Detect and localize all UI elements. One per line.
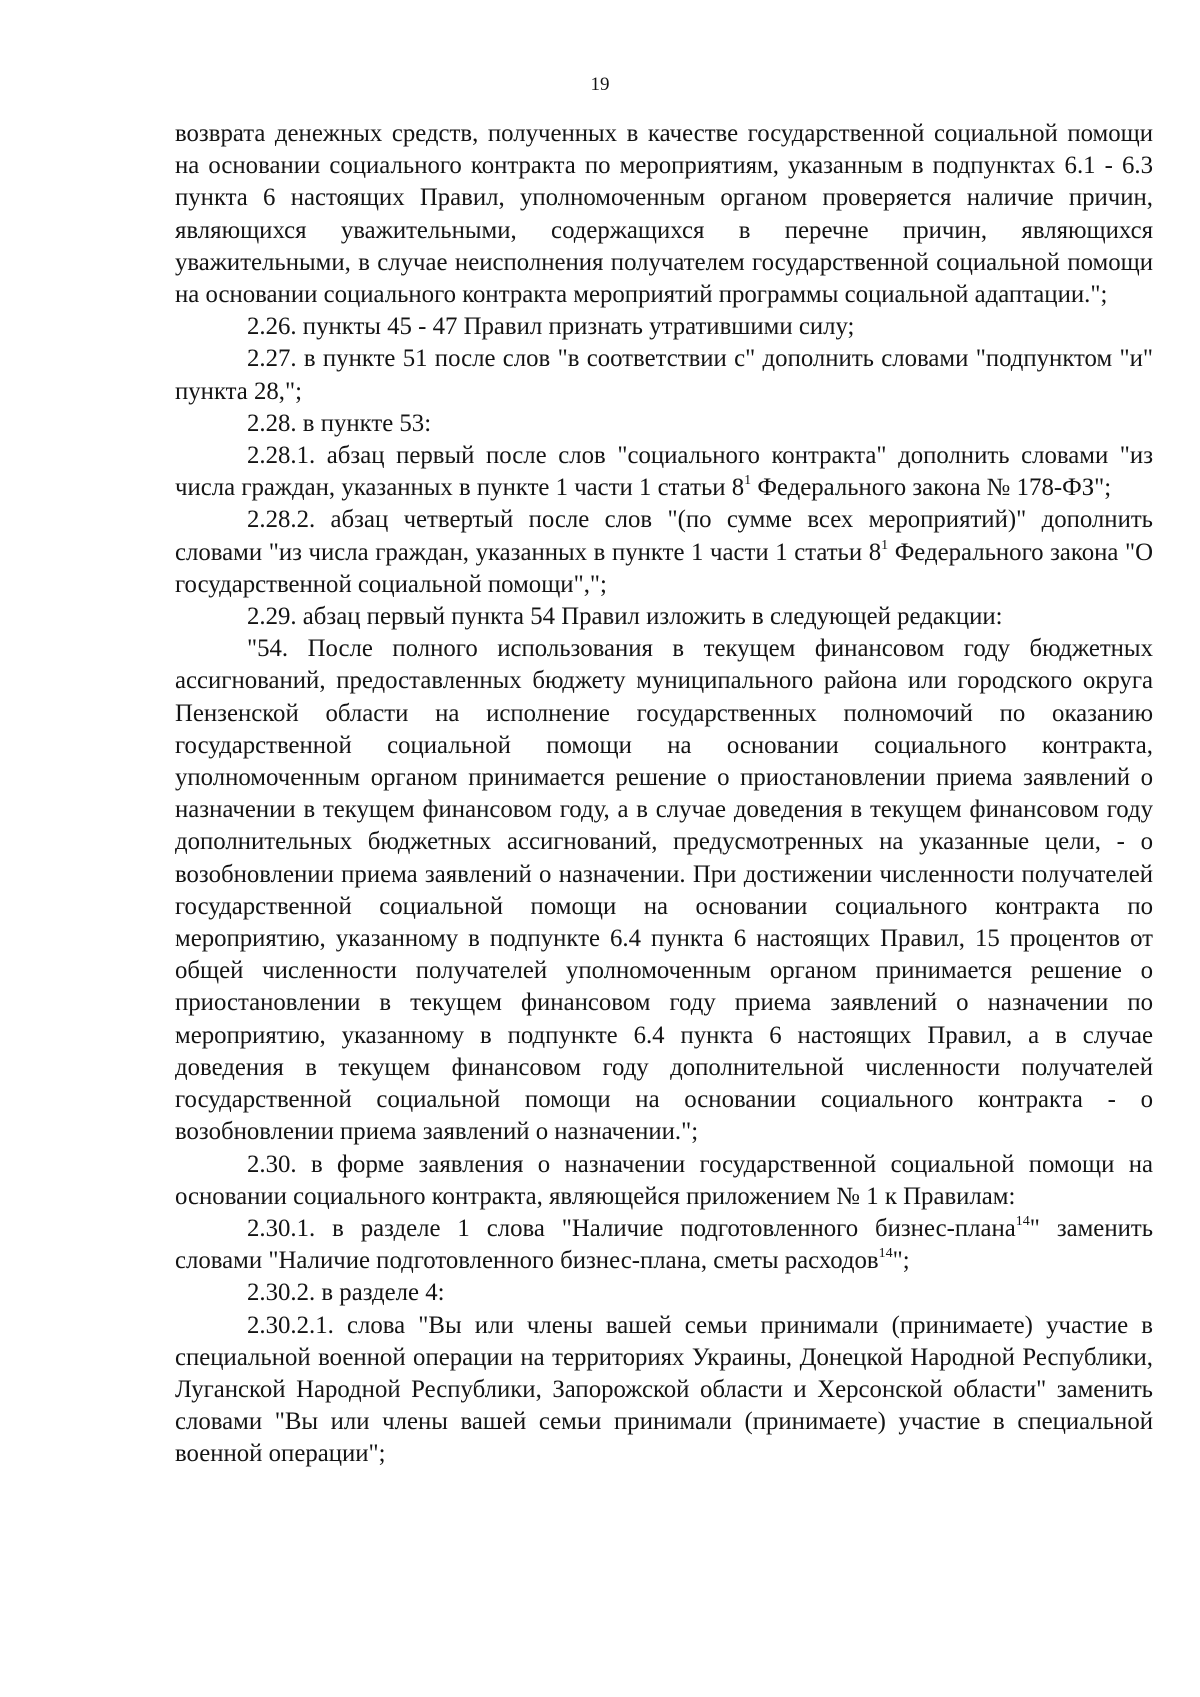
text-segment: "; — [892, 1247, 910, 1275]
text-segment: " заменить словами "Наличие подготовленного бизнес-плана, сметы расходов — [175, 1214, 1154, 1275]
superscript: 14 — [878, 1246, 893, 1262]
text-segment: 2.30.1. в разделе 1 слова "Наличие подготовленного бизнес-плана — [247, 1214, 1016, 1242]
text-segment: 2.28.2. абзац четвертый после слов "(по сумме всех мероприятий)" дополнить словами "из числа граждан, указанных в пункте 1 части 1 статьи 8 — [175, 506, 1153, 566]
superscript: 14 — [1015, 1213, 1030, 1229]
paragraph — [175, 601, 1153, 633]
superscript: 1 — [744, 473, 752, 489]
text-segment: "54. После полного использования в текущем финансовом году бюджетных ассигнований, предоставленных бюджету муниципального района или городского округа Пензенской области на исполнение государственных полномочий по оказанию государственной социальной помощи на основании социального контракта, уполномоченным органом принимается решение о приостановлении приема заявлений о назначении в текущем финансовом году, а в случае доведения в текущем финансовом году дополнительных бюджетных ассигнований, предусмотренных на указанные цели, - о возобновлении приема заявлений о назначении. При достижении численности получателей государственной социальной помощи на основании социального контракта по мероприятию, указанному в подпункте 6.4 пункта 6 настоящих Правил, 15 процентов от общей численности получателей уполномоченным органом принимается решение о приостановлении в текущем финансовом году приема заявлений о назначении по мероприятию, указанному в подпункте 6.4 пункта 6 настоящих Правил, а в случае доведения в текущем финансовом году дополнительной численности получателей государственной социальной помощи на основании социального контракта - о возобновлении приема заявлений о назначении."; — [175, 635, 1153, 1146]
paragraph — [175, 408, 1153, 440]
page-number: 19 — [590, 74, 610, 95]
text-segment: возврата денежных средств, полученных в качестве государственной социальной помощи на основании социального контракта по мероприятиям, указанным в подпунктах 6.1 - 6.3 пункта 6 настоящих Правил, уполномоченным органом проверяется наличие причин, являющихся уважительными, содержащихся в перечне причин, являющихся уважительными, в случае неисполнения получателем государственной социальной помощи на основании социального контракта мероприятий программы социальной адаптации."; — [175, 120, 1153, 309]
text-segment: 2.30.2.1. слова "Вы или члены вашей семьи принимали (принимаете) участие в специальной военной операции на территориях Украины, Донецкой Народной Республики, Луганской Народной Республики, Запорожской области и Херсонской области" заменить словами "Вы или члены вашей семьи принимали (принимаете) участие в специальной военной операции"; — [175, 1311, 1153, 1468]
paragraph — [175, 1213, 1153, 1277]
text-segment: 2.27. в пункте 51 после слов "в соответствии с" дополнить словами "подпунктом "и" пункта 28,"; — [175, 345, 1153, 405]
document-body — [175, 118, 1153, 1471]
text-segment: 2.30. в форме заявления о назначении государственной социальной помощи на основании социального контракта, являющейся приложением № 1 к Правилам: — [175, 1150, 1153, 1210]
paragraph — [175, 1277, 1153, 1309]
paragraph — [175, 118, 1153, 311]
paragraph — [175, 1310, 1153, 1471]
paragraph — [175, 633, 1153, 1148]
paragraph — [175, 343, 1153, 407]
paragraph — [175, 504, 1153, 601]
text-segment: 2.29. абзац первый пункта 54 Правил изложить в следующей редакции: — [247, 603, 1003, 631]
text-segment: 2.30.2. в разделе 4: — [247, 1279, 445, 1307]
text-segment: 2.26. пункты 45 - 47 Правил признать утратившими силу; — [247, 313, 855, 341]
text-segment: Федерального закона "О государственной социальной помощи","; — [175, 538, 1153, 598]
superscript: 1 — [881, 537, 889, 553]
text-segment: 2.28.1. абзац первый после слов "социального контракта" дополнить словами "из числа граждан, указанных в пункте 1 части 1 статьи 8 — [175, 442, 1153, 502]
paragraph — [175, 311, 1153, 343]
text-segment: 2.28. в пункте 53: — [247, 409, 432, 437]
paragraph — [175, 1149, 1153, 1213]
paragraph — [175, 440, 1153, 504]
text-segment: Федерального закона № 178-ФЗ"; — [751, 474, 1112, 502]
